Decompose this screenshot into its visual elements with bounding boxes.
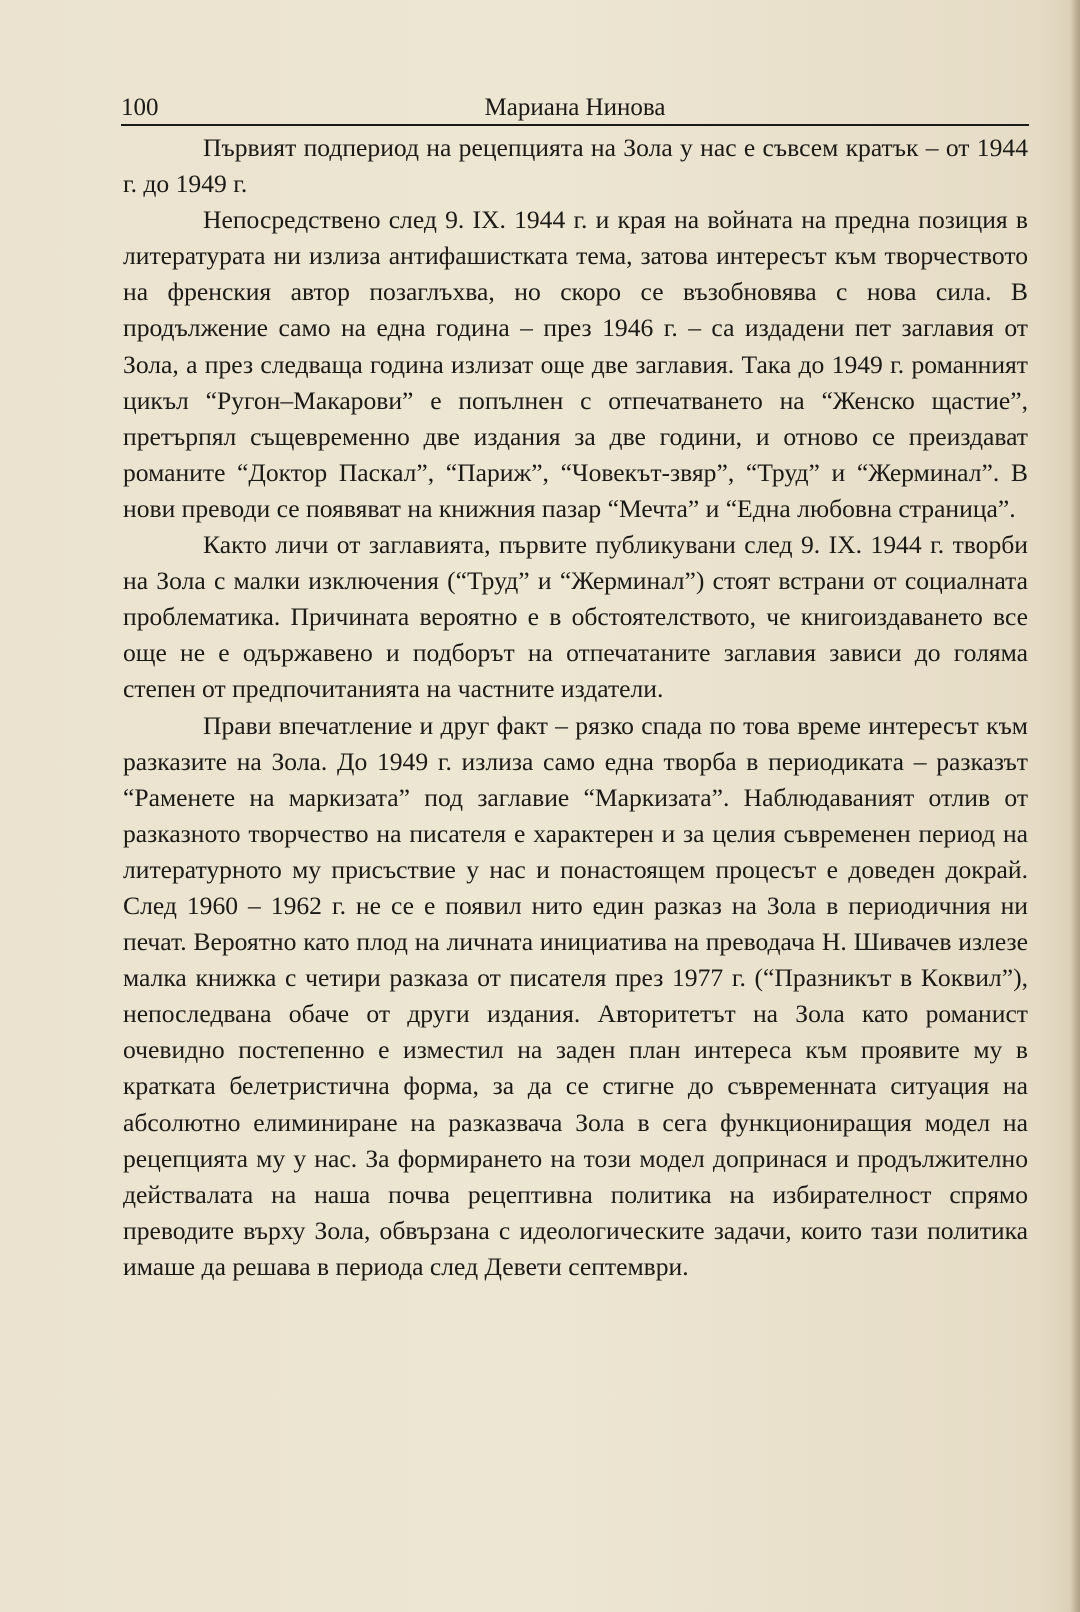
paragraph-3: Както личи от заглавията, първите публикувани след 9. IX. 1944 г. творби на Зола с малки изключения (“Труд” и “Жерминал”) стоят встрани от социалната проблематика. Причината вероятно е в обстоятелството, че книгоиздаването все още не е одържавено и подборът на отпечатаните заглавия зависи до голяма степен от предпочитанията на частните издатели. [123, 530, 1028, 704]
paragraph-4: Прави впечатление и друг факт – рязко спада по това време интересът към разказите на Зола. До 1949 г. излиза само една творба в периодиката – разказът “Раменете на маркизата” под заглавие “Маркизата”. Наблюдаваният отлив от разказното творчество на писателя е характерен и за целия съвременен период на литературното му присъствие у нас и понастоящем процесът е доведен докрай. След 1960 – 1962 г. не се е появил нито един разказ на Зола в периодичния ни печат. Вероятно като плод на личната инициатива на преводача Н. Шивачев излезе малка книжка с четири разказа от писателя през 1977 г. (“Празникът в Кoквил”), непоследвана обаче от други издания. Авторитетът на Зола като романист очевидно постепенно е изместил на заден план интереса към проявите му в кратката белетристична форма, за да се стигне до съвременната ситуация на абсолютно елиминиране на разказвача Зола в сега функциониращия модел на рецепцията му у нас. За формирането на този модел допринася и продължително действалата на наша почва рецептивна политика на избирателност спрямо преводите върху Зола, обвързана с идеологическите задачи, които тази политика имаше да решава в периода след Девети септември. [123, 710, 1028, 1281]
body-text [123, 130, 1028, 1285]
paragraph-1: Първият подпериод на рецепцията на Зола у нас е съвсем кратък – от 1944 г. до 1949 г. [123, 133, 1028, 199]
page-number: 100 [121, 94, 159, 121]
page-edge-shadow [1070, 0, 1080, 1612]
paragraph-2: Непосредствено след 9. IX. 1944 г. и края на войната на предна позиция в литературата ни излиза антифашистката тема, затова интересът към творчеството на френския автор позаглъхва, но скоро се възобновява с нова сила. В продължение само на една година – през 1946 г. – са издадени пет заглавия от Зола, а през следваща година излизат още две заглавия. Така до 1949 г. романният цикъл “Ругон–Макарови” е попълнен с отпечатването на “Женско щастие”, претърпял същевременно две издания за две години, и отново се преиздават романите “Доктор Паскал”, “Париж”, “Човекът-звяр”, “Труд” и “Жерминал”. В нови преводи се появяват на книжния пазар “Мечта” и “Една любовна страница”. [123, 205, 1028, 523]
running-header [121, 92, 1029, 126]
running-header-author: Мариана Нинова [484, 94, 666, 121]
